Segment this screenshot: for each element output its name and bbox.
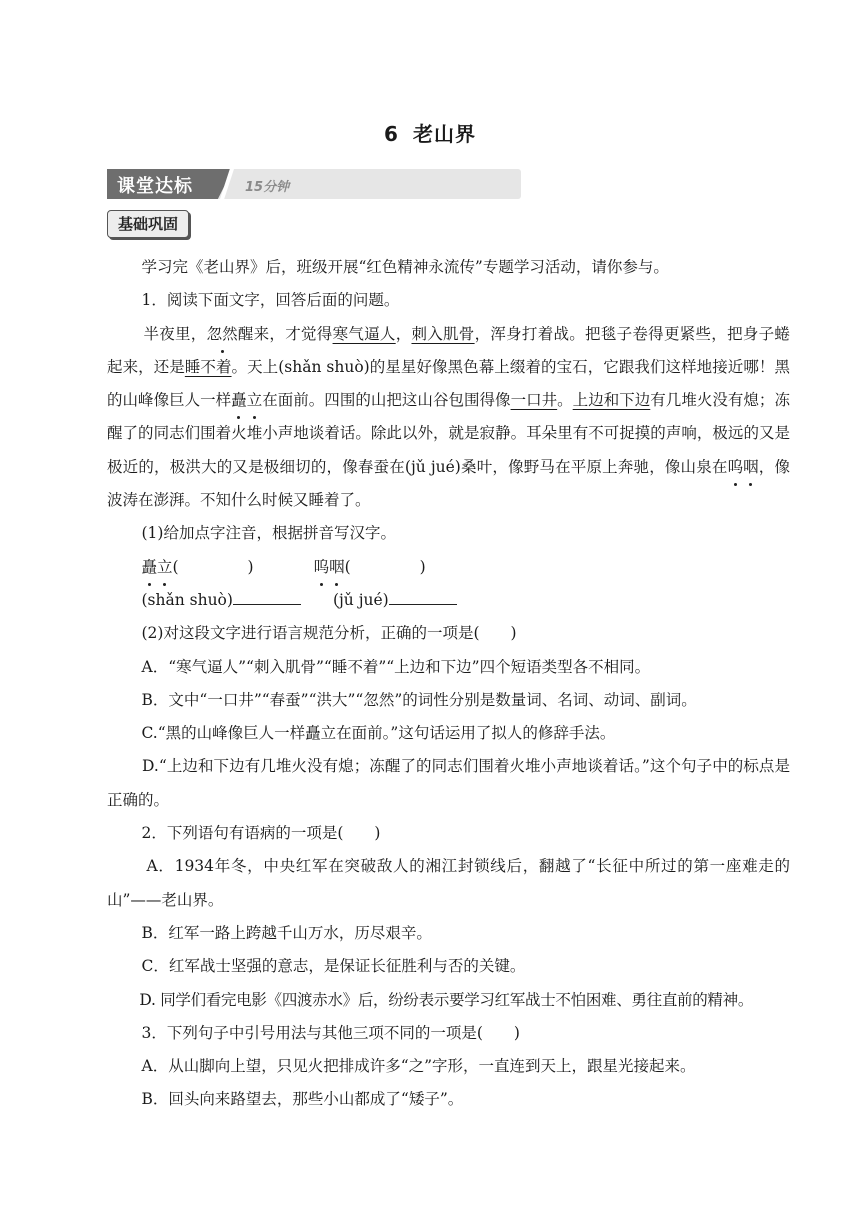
dotted-char: 呜 [314, 551, 330, 584]
banner-label: 课堂达标 [117, 176, 193, 197]
underlined-phrase: 上边和下边 [572, 391, 651, 410]
subquestion-1-chars [107, 551, 790, 584]
dotted-char: 立 [247, 384, 263, 417]
answer-paren[interactable]: ( ) [172, 557, 254, 576]
underlined-phrase: 刺入肌骨 [411, 324, 475, 343]
dotted-char: 咽 [329, 551, 345, 584]
lesson-title: 老山界 [412, 122, 476, 146]
banner-time: 15分钟 [245, 180, 290, 195]
option-a: A．1934年冬，中央红军在突破敌人的湘江封锁线后，翻越了“长征中所过的第一座难走的山”——老山界。 [107, 857, 790, 909]
option-b: B．红军一路上跨越千山万水，历尽艰辛。 [141, 923, 432, 942]
page-title [0, 118, 860, 147]
dotted-char: 矗 [142, 551, 158, 584]
dotted-char: 咽 [743, 451, 759, 484]
underlined-phrase: 寒气逼人 [332, 324, 396, 343]
subsection-heading: 基础巩固 [107, 210, 189, 238]
question-content [107, 251, 790, 1117]
dotted-char: 呜 [728, 451, 744, 484]
question-2-stem: 2．下列语句有语病的一项是( ) [141, 824, 381, 843]
subquestion-2-stem: (2)对这段文字进行语言规范分析，正确的一项是( ) [141, 624, 517, 643]
answer-paren[interactable]: ( ) [344, 557, 426, 576]
option-b: B．回头向来路望去，那些小山都成了“矮子”。 [141, 1090, 464, 1109]
dotted-char: 立 [157, 551, 173, 584]
option-a: A．从山脚向上望，只见火把排成许多“之”字形，一直连到天上，跟星光接起来。 [141, 1057, 696, 1076]
lesson-number: 6 [384, 122, 399, 146]
subquestion-1-pinyin: (shǎn shuò) (jǔ jué) [107, 584, 790, 617]
dotted-char: 忽然 [207, 318, 238, 351]
underlined-phrase: 睡不着 [184, 357, 232, 376]
question-1-stem: 1．阅读下面文字，回答后面的问题。 [141, 291, 400, 310]
subquestion-1-stem: (1)给加点字注音，根据拼音写汉字。 [141, 524, 396, 543]
option-a: A．“寒气逼人”“刺入肌骨”“睡不着”“上边和下边”四个短语类型各不相同。 [141, 657, 651, 676]
option-b: B．文中“一口井”“春蚕”“洪大”“忽然”的词性分别是数量词、名词、动词、副词。 [141, 690, 697, 709]
option-c: C．红军战士坚强的意志，是保证长征胜利与否的关键。 [141, 957, 526, 976]
intro-text: 学习完《老山界》后，班级开展“红色精神永流传”专题学习活动，请你参与。 [141, 258, 669, 276]
reading-passage: 半夜里，忽然醒来，才觉得寒气逼人，刺入肌骨，浑身打着战。把毯子卷得更紧些，把身子蜷起来，还是睡不着。天上(shǎn shuò)的星星好像黑色幕上缀着的宝石，它跟我们这样地接近哪！黑的山峰像巨人一样矗立在面前。四围的山把这山谷包围得像一口井。上边和下边有几堆火没有熄；冻醒了的同志们围着火堆小声地谈着话。除此以外，就是寂静。耳朵里有不可捉摸的声响，极远的又是极近的，极洪大的又是极细切的，像春蚕在(jǔ jué)桑叶，像野马在平原上奔驰，像山泉在呜咽，像波涛在澎湃。不知什么时候又睡着了。 [107, 318, 790, 518]
option-d: D. 同学们看完电影《四渡赤水》后，纷纷表示要学习红军战士不怕困难、勇往直前的精神。 [139, 990, 754, 1009]
dotted-char: 矗 [231, 384, 247, 417]
section-banner [107, 169, 521, 199]
question-3-stem: 3．下列句子中引号用法与其他三项不同的一项是( ) [141, 1023, 520, 1042]
answer-blank[interactable] [233, 588, 301, 605]
option-c: C.“黑的山峰像巨人一样矗立在面前。”这句话运用了拟人的修辞手法。 [141, 724, 616, 743]
answer-blank[interactable] [389, 588, 457, 605]
underlined-phrase: 一口井 [510, 391, 558, 410]
option-d: D.“上边和下边有几堆火没有熄；冻醒了的同志们围着火堆小声地谈着话。”这个句子中的标点是正确的。 [107, 757, 790, 809]
